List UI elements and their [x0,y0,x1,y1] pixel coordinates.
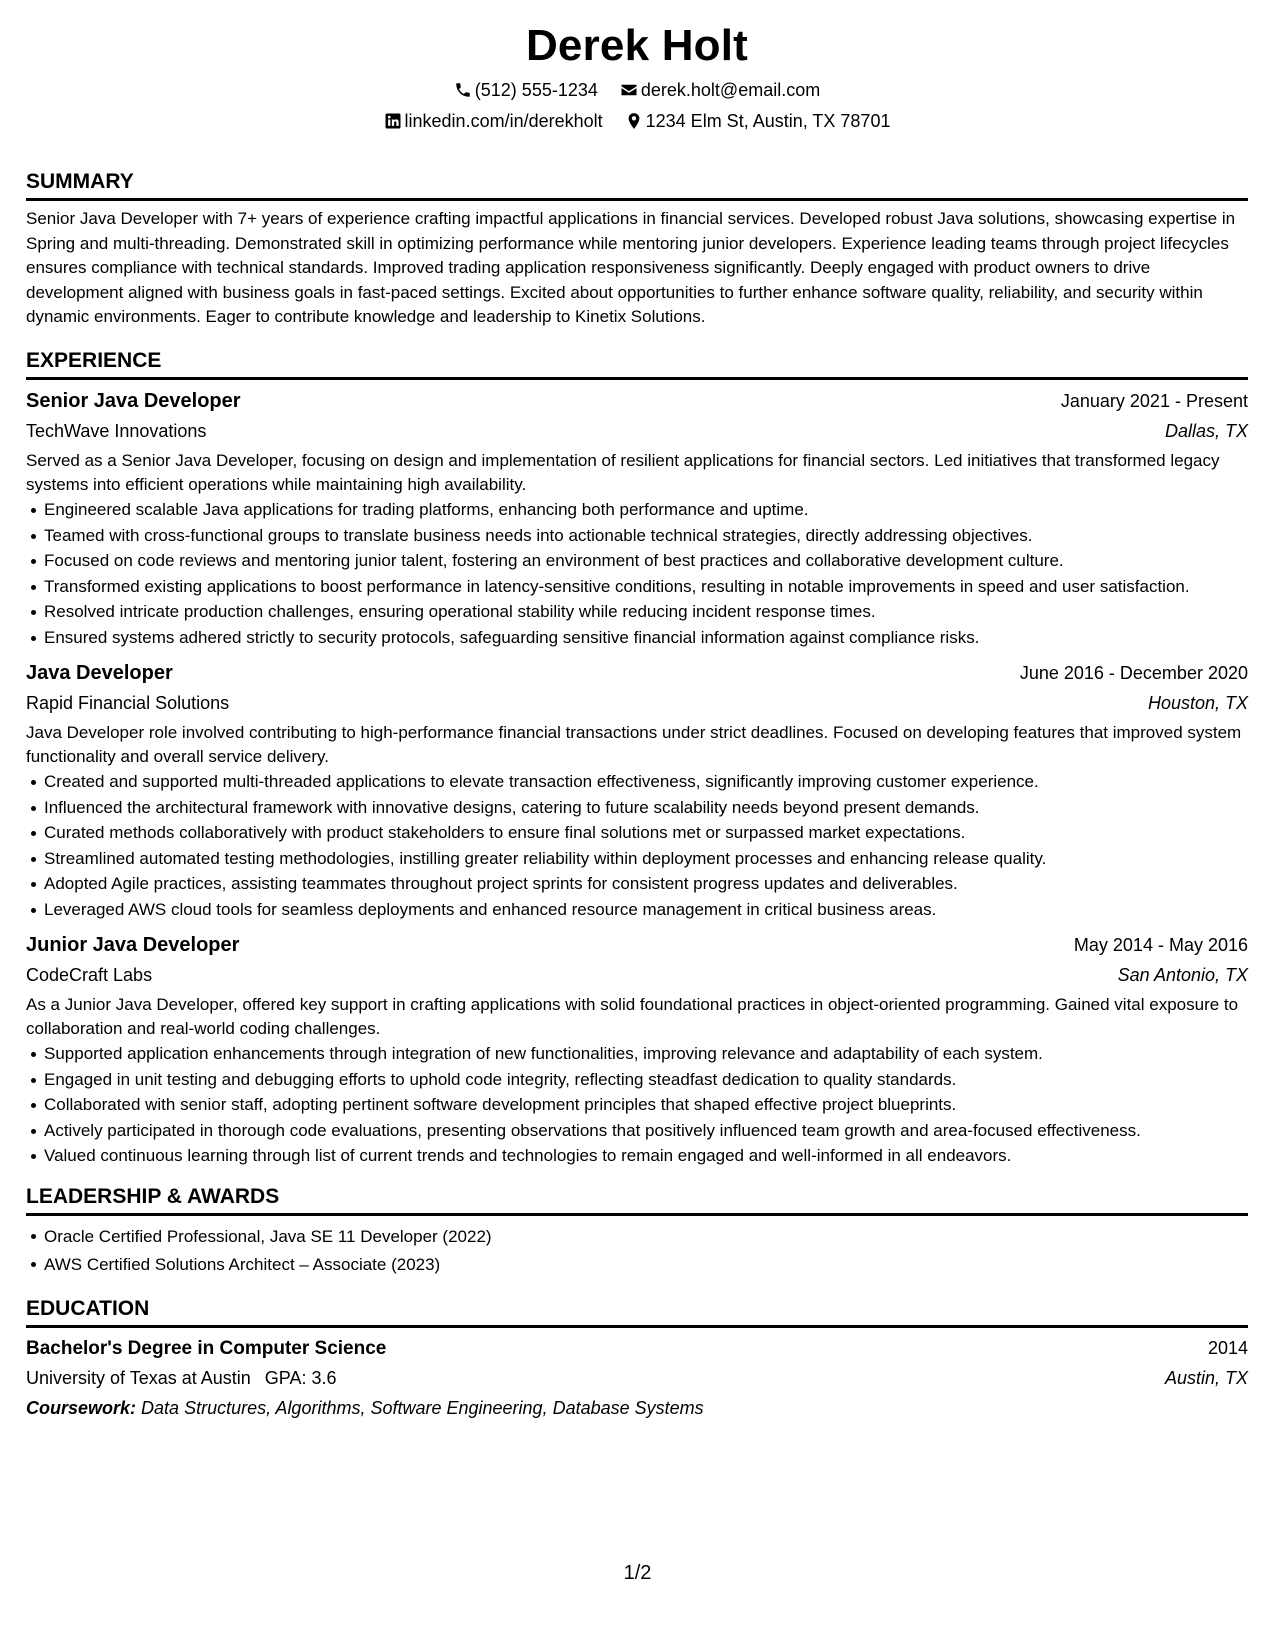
degree-name: Bachelor's Degree in Computer Science [26,1337,387,1359]
job-header-row [26,658,1248,688]
job-bullets [26,1042,1248,1168]
envelope-icon [620,81,638,99]
list-item: Curated methods collaboratively with product stakeholders to ensure final solutions met or surpassed market expectations. [44,821,1248,845]
email-contact [620,76,820,104]
section-title-summary: SUMMARY [26,169,1248,201]
job-dates: January 2021 - Present [1060,390,1248,411]
linkedin-icon [384,112,402,130]
list-item: Teamed with cross-functional groups to translate business needs into actionable technical strategies, directly addressing objectives. [44,524,1248,548]
candidate-name: Derek Holt [525,21,749,70]
company-name: TechWave Innovations [26,420,207,441]
address-contact [625,107,891,135]
list-item: Valued continuous learning through list of current trends and technologies to remain engaged and well-informed in all endeavors. [44,1144,1248,1168]
list-item: Transformed existing applications to boost performance in latency-sensitive conditions, resulting in notable improvements in speed and user satisfaction. [44,575,1248,599]
page-number: 1/2 [623,1562,652,1584]
coursework-line [26,1393,1248,1423]
job-title: Senior Java Developer [26,389,241,412]
section-title-education: EDUCATION [26,1296,1248,1328]
job-location: Houston, TX [1147,692,1248,713]
list-item: Supported application enhancements through integration of new functionalities, improving relevance and adaptability of each system. [44,1042,1248,1066]
list-item: AWS Certified Solutions Architect – Associate (2023) [44,1252,1248,1278]
job-bullets [26,770,1248,922]
job-dates: May 2014 - May 2016 [1073,934,1248,955]
job-dates: June 2016 - December 2020 [1019,662,1248,683]
contact-row-primary [26,76,1248,104]
list-item: Created and supported multi-threaded applications to elevate transaction effectiveness, significantly improving customer experience. [44,770,1248,794]
list-item: Ensured systems adhered strictly to security protocols, safeguarding sensitive financial information against compliance risks. [44,626,1248,650]
phone-contact [454,76,598,104]
company-name: CodeCraft Labs [26,964,153,985]
job-entry [26,930,1248,1169]
experience-section [26,348,1248,1169]
job-title: Java Developer [26,661,173,684]
job-company-row [26,416,1248,446]
list-item: Leveraged AWS cloud tools for seamless deployments and enhanced resource management in critical business areas. [44,898,1248,922]
linkedin-contact [384,107,603,135]
summary-section [26,169,1248,330]
resume-page [26,20,1248,1423]
list-item: Actively participated in thorough code evaluations, presenting observations that positively influenced team growth and area-focused effectiveness. [44,1119,1248,1143]
job-location: San Antonio, TX [1117,964,1248,985]
list-item: Focused on code reviews and mentoring junior talent, fostering an environment of best practices and collaborative development culture. [44,549,1248,573]
job-location: Dallas, TX [1164,420,1248,441]
school-info [26,1364,336,1392]
job-company-row [26,688,1248,718]
gpa: GPA: 3.6 [264,1367,337,1388]
job-bullets [26,498,1248,650]
awards-section [26,1184,1248,1278]
awards-list [26,1224,1248,1278]
list-item: Resolved intricate production challenges, ensuring operational stability while reducing incident response times. [44,600,1248,624]
school-name: University of Texas at Austin [26,1367,251,1388]
job-header-row [26,930,1248,960]
summary-text: Senior Java Developer with 7+ years of experience crafting impactful applications in financial services. Developed robust Java solutions, showcasing expertise in Spring and multi-threading. Demonstrated skill in optimizing performance while mentoring junior developers. Experience leading teams through project lifecycles ensures compliance with technical standards. Improved trading application responsiveness significantly. Deeply engaged with product owners to drive development aligned with business goals in fast-paced settings. Excited about opportunities to further enhance software quality, reliability, and security within dynamic environments. Eager to contribute knowledge and leadership to Kinetix Solutions. [26,209,1236,326]
section-title-awards: LEADERSHIP & AWARDS [26,1184,1248,1216]
job-entry [26,386,1248,650]
education-degree-row [26,1334,1248,1363]
email-text[interactable]: derek.holt@email.com [640,80,821,100]
job-entry [26,658,1248,922]
education-school-row [26,1363,1248,1393]
job-description: Java Developer role involved contributing to high-performance financial transactions under strict deadlines. Focused on developing features that improved system functionality and overall service delivery. [26,722,1242,766]
job-title: Junior Java Developer [26,933,240,956]
job-description: Served as a Senior Java Developer, focusing on design and implementation of resilient applications for financial sectors. Led initiatives that transformed legacy systems into efficient operations while maintaining high availability. [26,450,1220,494]
school-location: Austin, TX [1164,1367,1248,1388]
address-text: 1234 Elm St, Austin, TX 78701 [645,111,891,131]
education-section [26,1296,1248,1423]
list-item: Oracle Certified Professional, Java SE 11 Developer (2022) [44,1224,1248,1250]
job-company-row [26,960,1248,990]
section-title-experience: EXPERIENCE [26,348,1248,380]
coursework-label: Coursework: [26,1397,137,1418]
list-item: Influenced the architectural framework with innovative designs, catering to future scalability needs beyond present demands. [44,796,1248,820]
list-item: Streamlined automated testing methodologies, instilling greater reliability within deployment processes and enhancing release quality. [44,847,1248,871]
coursework-list: Data Structures, Algorithms, Software Engineering, Database Systems [141,1397,704,1418]
list-item: Adopted Agile practices, assisting teammates throughout project sprints for consistent progress updates and deliverables. [44,872,1248,896]
map-pin-icon [625,112,643,130]
phone-icon [454,81,472,99]
list-item: Engineered scalable Java applications for trading platforms, enhancing both performance and uptime. [44,498,1248,522]
list-item: Engaged in unit testing and debugging efforts to uphold code integrity, reflecting steadfast dedication to quality standards. [44,1068,1248,1092]
company-name: Rapid Financial Solutions [26,692,230,713]
graduation-year: 2014 [1207,1337,1248,1358]
contact-row-secondary [26,107,1248,135]
job-header-row [26,386,1248,416]
job-description: As a Junior Java Developer, offered key support in crafting applications with solid foundational practices in object-oriented programming. Gained vital exposure to collaboration and real-world coding challenges. [26,994,1239,1038]
phone-text[interactable]: (512) 555-1234 [474,80,598,100]
list-item: Collaborated with senior staff, adopting pertinent software development principles that shaped effective project blueprints. [44,1093,1248,1117]
linkedin-text[interactable]: linkedin.com/in/derekholt [404,111,603,131]
